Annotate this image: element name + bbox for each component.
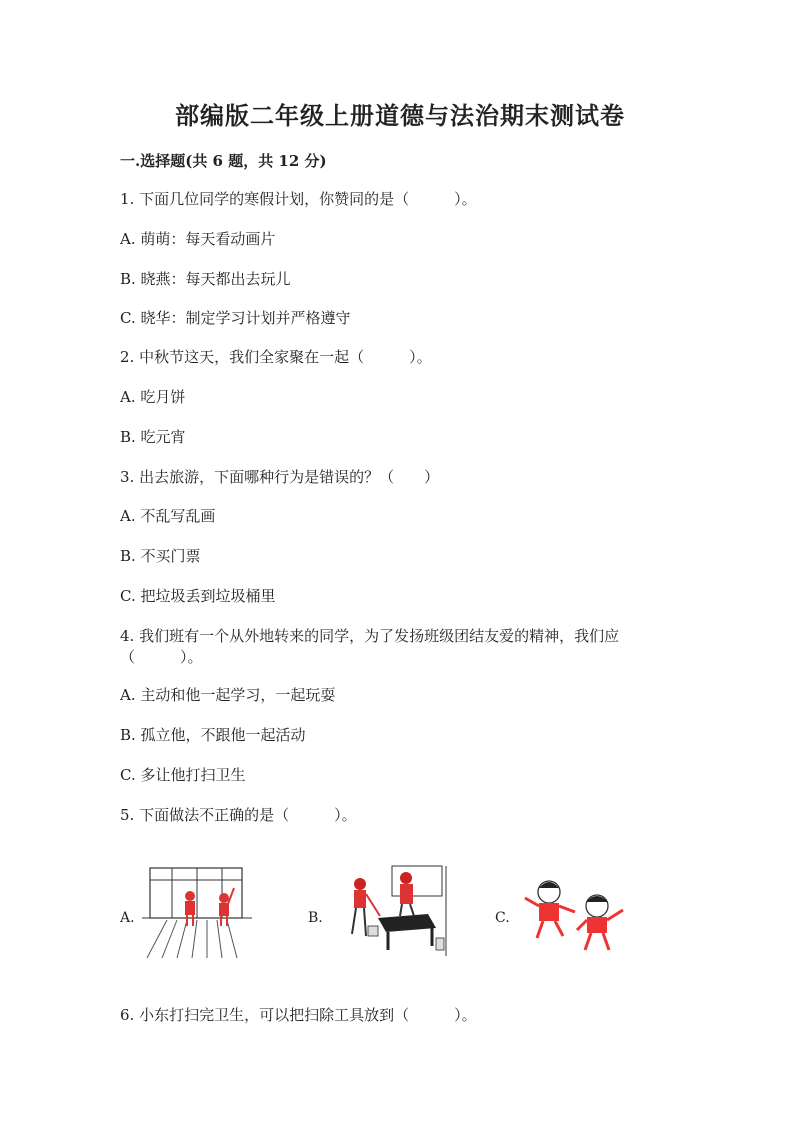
children-fighting-illustration — [517, 858, 632, 958]
question-1-option-b: B. 晓燕：每天都出去玩儿 — [120, 270, 291, 288]
question-4-option-b: B. 孤立他，不跟他一起活动 — [120, 726, 306, 744]
question-3-option-c: C. 把垃圾丢到垃圾桶里 — [120, 587, 276, 605]
question-4-stem-continued: （ ）。 — [120, 648, 203, 666]
question-5-stem: 5. 下面做法不正确的是（ ）。 — [120, 806, 357, 824]
question-3-option-a: A. 不乱写乱画 — [120, 507, 216, 525]
question-6-stem: 6. 小东打扫完卫生，可以把扫除工具放到（ ）。 — [120, 1006, 477, 1024]
question-2-stem: 2. 中秋节这天，我们全家聚在一起（ ）。 — [120, 348, 432, 366]
question-1-option-c: C. 晓华：制定学习计划并严格遵守 — [120, 309, 351, 327]
image-option-a-label: A. — [120, 910, 135, 926]
question-2-option-a: A. 吃月饼 — [120, 388, 186, 406]
question-3-option-b: B. 不买门票 — [120, 547, 201, 565]
page-title: 部编版二年级上册道德与法治期末测试卷 — [175, 101, 625, 130]
question-2-option-b: B. 吃元宵 — [120, 428, 186, 446]
wall-graffiti-illustration — [142, 858, 252, 968]
question-4-option-a: A. 主动和他一起学习，一起玩耍 — [120, 686, 336, 704]
section-heading: 一.选择题(共 6 题，共 12 分) — [120, 152, 327, 170]
image-option-b-label: B. — [308, 910, 323, 926]
image-option-c-label: C. — [495, 910, 510, 926]
question-3-stem: 3. 出去旅游，下面哪种行为是错误的？（ ） — [120, 468, 440, 486]
classroom-desk-illustration — [328, 858, 448, 963]
question-4-stem: 4. 我们班有一个从外地转来的同学，为了发扬班级团结友爱的精神，我们应 — [120, 627, 620, 645]
image-option-a — [120, 858, 250, 968]
question-4-option-c: C. 多让他打扫卫生 — [120, 766, 246, 784]
image-option-c — [495, 858, 640, 968]
question-1-option-a: A. 萌萌：每天看动画片 — [120, 230, 276, 248]
question-5-image-options — [120, 858, 640, 968]
question-1-stem: 1. 下面几位同学的寒假计划，你赞同的是（ ）。 — [120, 190, 477, 208]
image-option-b — [308, 858, 448, 968]
